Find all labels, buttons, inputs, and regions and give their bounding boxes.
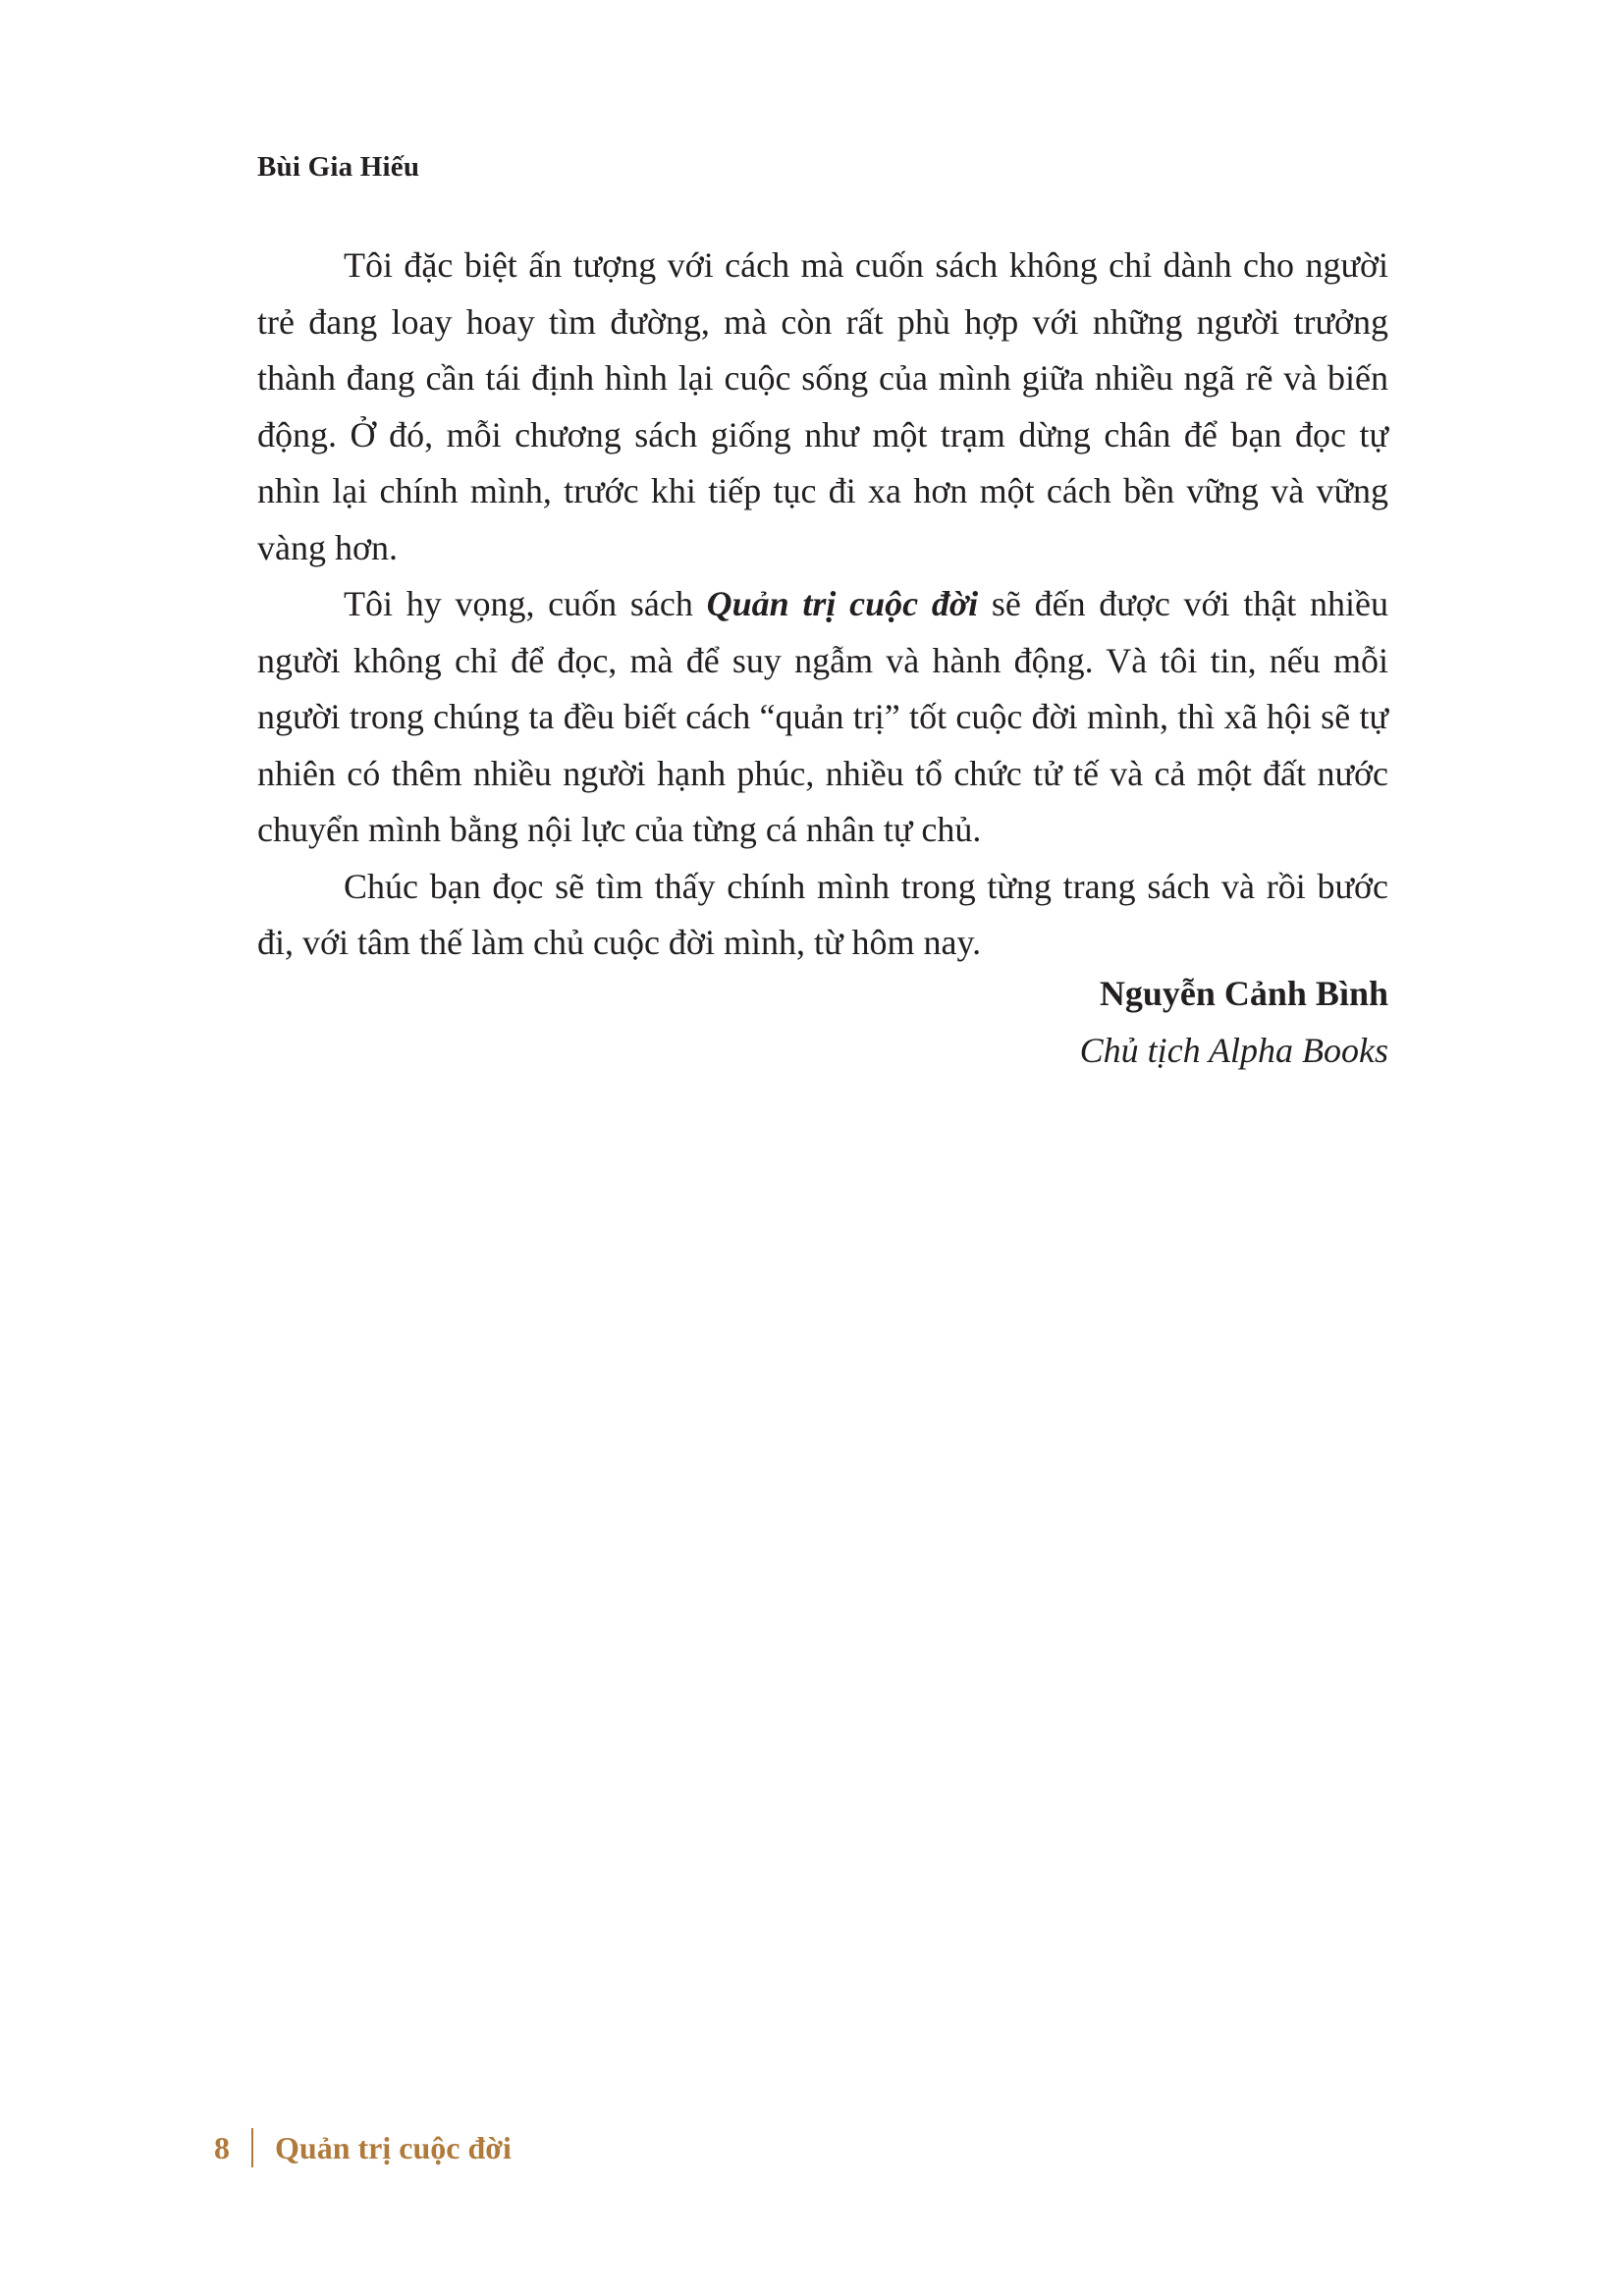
running-header-author: Bùi Gia Hiếu	[257, 151, 420, 183]
paragraph-2-end: sẽ đến được với thật nhiều người không chỉ để đọc, mà để suy ngẫm và hành động. Và tôi tin, nếu mỗi người trong chúng ta đều biết cách “quản trị” tốt cuộc đời mình, thì xã hội sẽ tự nhiên có thêm nhiều người hạnh phúc, nhiều tổ chức tử tế và cả một đất nước chuyển mình bằng nội lực của từng cá nhân tự chủ.	[257, 584, 1389, 849]
body-text	[257, 238, 1388, 972]
signature-block	[257, 966, 1388, 1079]
signature-name: Nguyễn Cảnh Bình	[1099, 974, 1388, 1013]
paragraph-2-start: Tôi hy vọng, cuốn sách	[344, 584, 707, 623]
page-number: 8	[214, 2129, 230, 2165]
paragraph-2	[257, 576, 1388, 859]
paragraph-3: Chúc bạn đọc sẽ tìm thấy chính mình trong từng trang sách và rồi bước đi, với tâm thế làm chủ cuộc đời mình, từ hôm nay.	[257, 866, 1388, 962]
signature-title: Chủ tịch Alpha Books	[1079, 1030, 1388, 1070]
page-footer	[214, 2126, 512, 2169]
footer-divider	[251, 2128, 253, 2167]
footer-book-title: Quản trị cuộc đời	[275, 2129, 512, 2165]
paragraph-1: Tôi đặc biệt ấn tượng với cách mà cuốn sách không chỉ dành cho người trẻ đang loay hoay tìm đường, mà còn rất phù hợp với những người trưởng thành đang cần tái định hình lại cuộc sống của mình giữa nhiều ngã rẽ và biến động. Ở đó, mỗi chương sách giống như một trạm dừng chân để bạn đọc tự nhìn lại chính mình, trước khi tiếp tục đi xa hơn một cách bền vững và vững vàng hơn.	[257, 245, 1388, 567]
book-title-inline: Quản trị cuộc đời	[706, 584, 979, 623]
